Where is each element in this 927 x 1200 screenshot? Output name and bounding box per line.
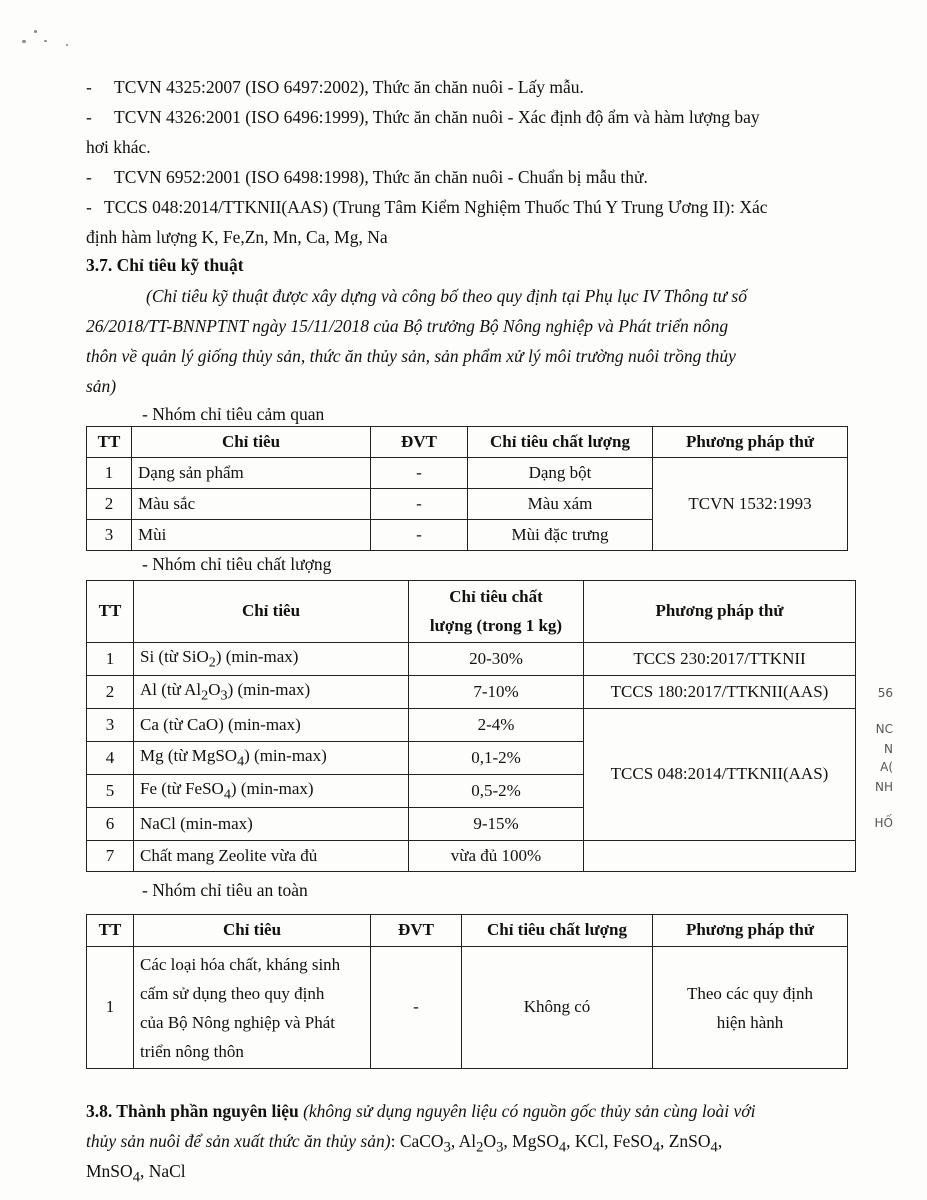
subscript: 4 [223,786,231,803]
criterion-text: Al (từ Al [140,679,202,699]
row-number: 4 [87,742,134,775]
standard-item: TCVN 4326:2001 (ISO 6496:1999), Thức ăn chăn nuôi - Xác định độ ẩm và hàm lượng bay [114,107,760,127]
row-number: 1 [87,947,134,1069]
subscript: 3 [220,687,228,704]
row-number: 1 [87,458,132,489]
scan-speck [66,44,68,46]
col-header-line: lượng (trong 1 kg) [429,615,563,635]
criterion [134,643,409,676]
group-label-safety: - Nhóm chỉ tiêu an toàn [142,880,308,900]
row-number: 2 [87,676,134,709]
group-label-quality: - Nhóm chỉ tiêu chất lượng [142,554,332,574]
row-number: 3 [87,709,134,742]
test-method-line: Theo các quy định [686,983,814,1003]
col-header: ĐVT [371,427,468,458]
standard-item-continuation: định hàm lượng K, Fe,Zn, Mn, Ca, Mg, Na [86,227,388,247]
table-row [87,709,856,742]
test-method [653,947,848,1069]
bullet-marker: - [86,197,92,217]
criterion-line: triển nông thôn [140,1041,244,1061]
section-note: thủy sản nuôi để sản xuất thức ăn thủy sản) [86,1131,391,1151]
criterion-text: O [208,679,221,699]
table-row [87,947,848,1069]
criterion [134,947,371,1069]
criterion [134,676,409,709]
criterion: NaCl (min-max) [134,808,409,841]
section-note: (Chỉ tiêu kỹ thuật được xây dựng và công bố theo quy định tại Phụ lục IV Thông tư số [146,286,747,306]
criterion: Dạng sản phẩm [132,458,371,489]
criterion: Mùi [132,520,371,551]
subscript: 4 [237,753,245,770]
quality-value: vừa đủ 100% [409,841,584,872]
row-number: 2 [87,489,132,520]
quality-value: Mùi đặc trưng [468,520,653,551]
table-row [87,841,856,872]
section-38-line2 [86,1133,722,1155]
edge-mark: N [884,742,893,756]
scan-speck [22,40,26,43]
quality-table [86,580,856,872]
unit: - [371,947,462,1069]
standard-item: TCVN 6952:2001 (ISO 6498:1998), Thức ăn chăn nuôi - Chuẩn bị mẫu thử. [114,167,648,187]
sensory-table [86,426,848,551]
quality-value: 2-4% [409,709,584,742]
section-note: thôn về quản lý giống thủy sản, thức ăn thủy sản, sản phẩm xử lý môi trường nuôi trồng thủy [86,346,736,366]
col-header: TT [87,581,134,643]
col-header: Chỉ tiêu [132,427,371,458]
criterion-text: ) (min-max) [244,745,327,765]
col-header: Chỉ tiêu chất lượng [462,915,653,947]
standard-item-continuation: hơi khác. [86,137,151,157]
row-number: 6 [87,808,134,841]
criterion [134,775,409,808]
criterion: Ca (từ CaO) (min-max) [134,709,409,742]
col-header: Chỉ tiêu [134,915,371,947]
quality-value: 9-15% [409,808,584,841]
unit: - [371,458,468,489]
col-header [409,581,584,643]
test-method: TCCS 048:2014/TTKNII(AAS) [584,709,856,841]
bullet-marker: - [86,107,92,127]
test-method: TCVN 1532:1993 [653,458,848,551]
edge-mark: NH [875,780,893,794]
section-note: (không sử dụng nguyên liệu có nguồn gốc thủy sản cùng loài với [303,1101,756,1121]
unit: - [371,489,468,520]
quality-value: Dạng bột [468,458,653,489]
criterion-line: của Bộ Nông nghiệp và Phát [140,1012,335,1032]
table-row [87,458,848,489]
col-header: Chỉ tiêu [134,581,409,643]
section-note: sản) [86,376,117,396]
row-number: 3 [87,520,132,551]
quality-value: 0,1-2% [409,742,584,775]
safety-table [86,914,848,1069]
ingredient-list-continuation: MnSO$_4$, NaCl [86,1161,186,1186]
col-header: ĐVT [371,915,462,947]
subscript: 2 [201,687,209,704]
test-method: TCCS 180:2017/TTKNII(AAS) [584,676,856,709]
scan-speck [34,30,37,33]
row-number: 5 [87,775,134,808]
row-number: 1 [87,643,134,676]
criterion [134,742,409,775]
unit: - [371,520,468,551]
quality-value: 7-10% [409,676,584,709]
criterion-line: cấm sử dụng theo quy định [140,983,325,1003]
subscript: 2 [208,654,216,671]
section-38-line1 [86,1103,856,1121]
section-heading: 3.7. Chỉ tiêu kỹ thuật [86,255,244,275]
edge-mark: NC [875,722,893,736]
quality-value: Không có [462,947,653,1069]
standard-item: TCVN 4325:2007 (ISO 6497:2002), Thức ăn chăn nuôi - Lấy mẫu. [114,77,584,97]
test-method: TCCS 230:2017/TTKNII [584,643,856,676]
col-header: TT [87,427,132,458]
table-row [87,643,856,676]
criterion-text: Mg (từ MgSO [140,745,238,765]
empty-cell [584,841,856,872]
criterion-text: ) (min-max) [227,679,311,699]
criterion-text: Si (từ SiO [140,646,209,666]
col-header: TT [87,915,134,947]
criterion-text: ) (min-max) [230,778,314,798]
criterion: Chất mang Zeolite vừa đủ [134,841,409,872]
bullet-marker: - [86,167,92,187]
section-note: 26/2018/TT-BNNPTNT ngày 15/11/2018 của Bộ trưởng Bộ Nông nghiệp và Phát triển nông [86,316,729,336]
criterion-text: ) (min-max) [215,646,299,666]
criterion-text: Fe (từ FeSO [140,778,224,798]
table-row [87,676,856,709]
row-number: 7 [87,841,134,872]
edge-mark: HỐ [874,816,893,830]
edge-mark: A( [880,760,893,774]
bullet-marker: - [86,77,92,97]
section-heading: 3.8. Thành phần nguyên liệu [86,1101,299,1121]
ingredient-list: : CaCO$_3$, $Al_2O_3$, MgSO$_4$, KCl, FeSO$_4$, ZnSO$_4$, [390,1131,723,1156]
edge-mark: 56 [877,686,893,700]
col-header-line: Chỉ tiêu chất [449,587,543,607]
col-header: Phương pháp thử [584,581,856,643]
quality-value: 0,5-2% [409,775,584,808]
criterion: Màu sắc [132,489,371,520]
col-header: Phương pháp thử [653,427,848,458]
standard-item: TCCS 048:2014/TTKNII(AAS) (Trung Tâm Kiểm Nghiệm Thuốc Thú Y Trung Ương II): Xác [104,197,768,217]
criterion-line: Các loại hóa chất, kháng sinh [140,954,341,974]
quality-value: 20-30% [409,643,584,676]
scan-speck [44,40,47,42]
quality-value: Màu xám [468,489,653,520]
col-header: Chỉ tiêu chất lượng [468,427,653,458]
group-label-sensory: - Nhóm chỉ tiêu cảm quan [142,404,325,424]
col-header: Phương pháp thử [653,915,848,947]
test-method-line: hiện hành [716,1012,784,1032]
